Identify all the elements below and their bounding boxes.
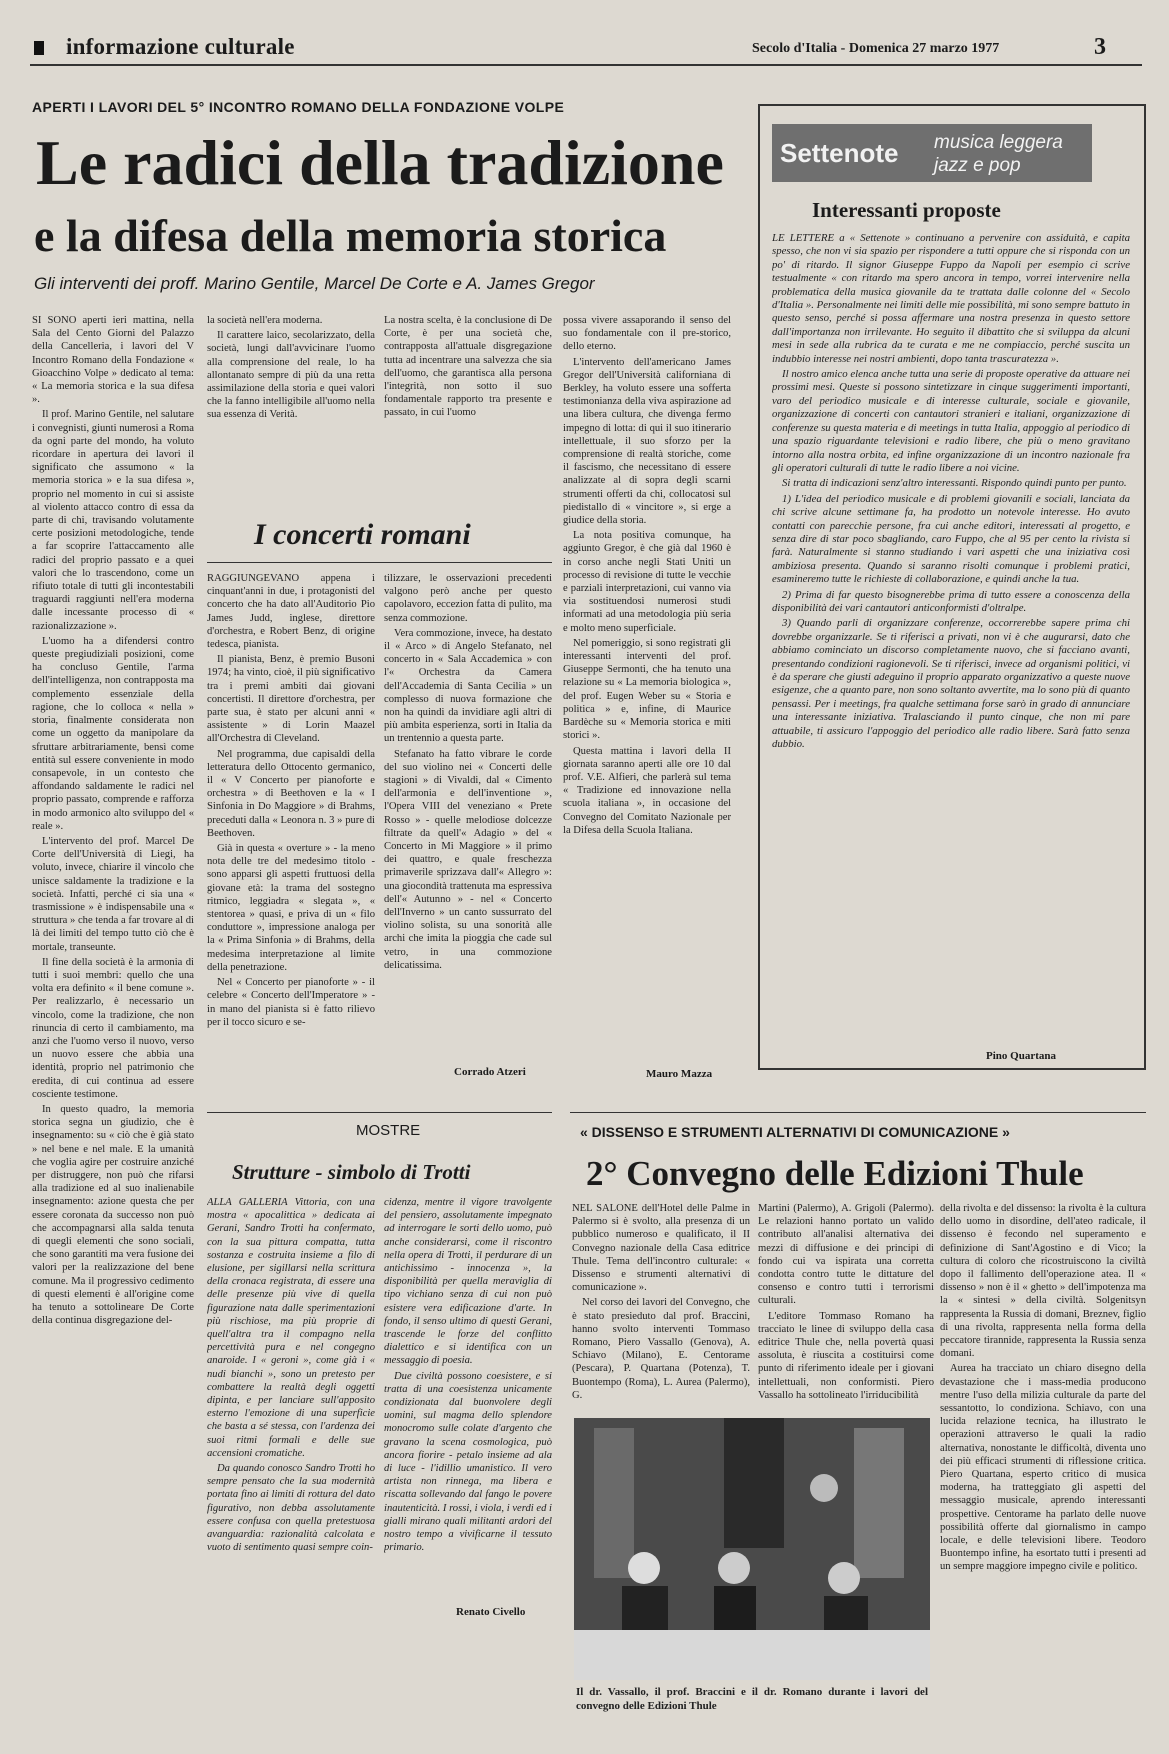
thule-title: 2° Convegno delle Edizioni Thule [586,1154,1084,1193]
paragraph: Nel pomeriggio, si sono registrati gli interessanti interventi del prof. Giuseppe Sermonti, che ha tenuto una relazione su « La memoria biologica », del prof. Eugen Weber su « Storia e politica » e, infine, di Maurice Bardèche su « Memoria storica e miti storici ». [563,637,731,742]
lead-column-3 [384,314,552,454]
paragraph: Aurea ha tracciato un chiaro disegno della devastazione che i mass-media producono mentre l'uso della milizia culturale da parte del sessantotto, lo condiziona. Schiavo, con una lucida relazione tecnica, ha illustrato le operazioni attraverso le quali la radio alternativa, nonostante le difficoltà, diventa uno dei più efficaci strumenti di riflessione critica. Piero Quartana, esperto critico di musica moderna, ha tratteggiato gli aspetti del messaggio musicale, aprendo interessanti prospettive. Centorame ha parlato delle nuove possibilità offerte dal giornalismo in campo locale, e delle televisioni libere. Teodoro Buontempo infine, ha esortato tutti i presenti ad un sempre maggiore impegno civile e politico. [940,1363,1146,1573]
sidebar-title: Interessanti proposte [812,198,1001,222]
paragraph: Stefanato ha fatto vibrare le corde del suo violino nei « Concerti delle stagioni » di Vivaldi, dal « Cimento dell'armonia e dell'inventione », l'Opera VIII del veneziano « Prete Rosso » - quelle melodiose dolcezze filtrate da quell'« Adagio » del « Concerto in Mi Maggiore » il primo dei quattro, e quale freschezza primaverile sprizzava dall'« Allegro »: una giocondità trattenuta ma espressiva dell'« Autunno » - nel « Concerto dell'Inverno » un canto sussurrato del violino solista, su una sonorità alle archi che imita la pioggia che cade sul vetro, in una commozione delicatissima. [384,748,552,971]
thule-top-rule [570,1112,1146,1113]
paragraph: La nostra scelta, è la conclusione di De Corte, è per una società che, contrapposta all'attuale disgregazione tutta ad incentrare una salvezza che sia dell'uomo, che garantisca alla persona l'integrità, non sotto il suo fondamentale rapporto tra presente e passato, in cui l'uomo [384,315,552,419]
header-rule [30,64,1142,66]
paragraph: Nel « Concerto per pianoforte » - il celebre « Concerto dell'Imperatore » - in mano del pianista si è fatto rilievo per il tocco sicuro e se- [207,977,375,1028]
dateline: Secolo d'Italia - Domenica 27 marzo 1977 [752,41,1000,56]
paragraph: ALLA GALLERIA Vittoria, con una mostra « apocalittica » dedicata ai Gerani, Sandro Trotti ha confermato, con la sua pittura compatta, tutta sostanza e costruita insieme a filo di elusione, per sigillarsi nella scrittura della cronaca registrata, di essere una delle presenze più vive di quella figurazione nata dalle sperimentazioni più rischiose, ma più proprie di quell'altra tra il compagno nella percettività pura e nel congegno anaroide. I « geroni », come già i « nudi bianchi », sono un pretesto per combattere la realtà degli oggetti dipinta, e per lanciare sull'apposito esterno l'emozione di una superficie che basta a sé stessa, con l'ardenza dei suoi ritmi formali e delle sue accensioni cromatiche. [207,1197,375,1459]
paragraph: Nel programma, due capisaldi della letteratura dello Ottocento germanico, il « V Concerto per pianoforte e orchestra » di Beethoven e la « I Sinfonia in Do Maggiore » di Brahms, preceduti dalla « Leonora n. 3 » pure di Beethoven. [207,748,375,839]
paragraph: la società nell'era moderna. [207,315,323,326]
paragraph: In questo quadro, la memoria storica segna un giudizio, che è insegnamento: su « ciò che è già stato » nel bene e nel male. E la umanità che voglia agire per costruire anziché per distruggere, non può che rifarsi alla tradizione ed al suo inalienabile insegnamento: azione questa che per essere coronata da successo non può che accompagnarsi alla salda tenuta di quegli elementi che sono sociali, che sono garantiti ma vera fusione dei valori per la realizzazione del bene comune. Ma il progressivo cedimento di questi elementi è all'origine come ha tenuto a sottolineare De Corte della continua disgregazione del- [32,1103,194,1327]
settenote-tag-1: musica leggera [934,132,1063,153]
paragraph: cidenza, mentre il vigore travolgente del pensiero, assolutamente impegnato ad interrogare le sorti dello uomo, può anche considerarsi, come il riscontro nella opera di Trotti, il perdurare di un antichissimo - innocenza », la disponibilità per quella meraviglia di tipo vichiano senza di cui non può esistere vera edificazione d'arte. In fondo, il senso ultimo di questi Gerani, trascende le forze del conflitto dialettico e si identifica con un messaggio di poesia. [384,1197,552,1367]
paragraph: La nota positiva comunque, ha aggiunto Gregor, è che già dal 1960 è in corso anche negli Stati Uniti un processo di revisione di tutte le vecchie e parziali interpretazioni, cui vanno via via sostituendosi numerosi studi informati ad una metodologia più seria e molto meno superficiale. [563,530,731,634]
thule-column-3 [940,1202,1146,1698]
concerti-byline: Corrado Atzeri [454,1066,526,1078]
paragraph: L'intervento del prof. Marcel De Corte dell'Università di Liegi, ha voluto, invece, chiarire il vincolo che unisce saldamente la tradizione e la società. Infatti, perché ci sia una « trasmissione » è indispensabile una « struttura » che tenda a far trovare al di là dei limiti del tempo tutto ciò che è mortale, transeunte. [32,835,194,953]
lead-headline-1: Le radici della tradizione [36,127,724,198]
paragraph: possa vivere assaporando il senso del suo fondamentale con il pre-storico, dello eterno. [563,315,731,353]
lead-column-2 [207,314,375,454]
paragraph: Questa mattina i lavori della II giornata saranno aperti alle ore 10 dal prof. V.E. Alfieri, che parlerà sul tema « Tradizione ed innovazione nella scuola italiana », in occasione del Convegno del Comitato Nazionale per la Difesa della Scuola Italiana. [563,745,731,836]
lead-kicker: APERTI I LAVORI DEL 5° INCONTRO ROMANO DELLA FONDAZIONE VOLPE [32,99,565,115]
settenote-logo: Settenote [780,138,899,168]
paragraph: L'editore Tommaso Romano ha tracciato le linee di sviluppo della casa editrice Thule che, nella povertà quasi assoluta, è riuscita a costituirsi come punto di riferimento ideale per i giovani intellettuali, non conformisti. Piero Vassallo ha sottolineato l'irriducibilità [758,1310,934,1401]
sidebar-byline: Pino Quartana [986,1050,1056,1062]
mostre-kicker: MOSTRE [356,1122,421,1139]
paragraph: Vera commozione, invece, ha destato il « Arco » di Angelo Stefanato, nel concerto in « Sala Accademica » con l'« Orchestra da Camera dell'Accademia di Santa Cecilia » un complesso di nuova formazione che non ha quindi da invidiare agli altri di più ambita esperienza, sorti in Italia da un trentennio a questa parte. [384,627,552,745]
paragraph: Il nostro amico elenca anche tutta una serie di proposte operative da attuare nei prossimi mesi. Queste si possono sintetizzare in cinque suggerimenti importanti, varo del periodico musicale e di interesse culturale, sociale e giovanile, organizzazione di concerti con cantautori stranieri e italiani, organizzazione di conferenze su questa materia e di meetings in tutta Italia, appoggio al periodico di una spazio riguardante televisioni e radio libere, che più o meno gravitano intorno alla nostra orbita, ed infine organizzazione di un incontro nazionale fra gli operatori culturali di tutte le radio libere a noi vicine. [772,368,1130,474]
section-marker [34,41,44,55]
settenote-tag-2: jazz e pop [934,155,1021,176]
paragraph: Da quando conosco Sandro Trotti ho sempre pensato che la sua modernità portata fino ai limiti di rottura del dato figurativo, non debba assolutamente essere confusa con quella pretestuosa avanguardia: razionalità calcolata e vuoto di sentimento quasi sempre coin- [207,1463,375,1554]
lead-byline: Mauro Mazza [646,1068,713,1080]
paragraph: tilizzare, le osservazioni precedenti valgono però anche per questo capolavoro, eccezion fatta di pulito, ma senza commozione. [384,573,552,624]
thule-kicker: « DISSENSO E STRUMENTI ALTERNATIVI DI COMUNICAZIONE » [580,1124,1010,1140]
paragraph: 3) Quando parli di organizzare conferenze, occorrerebbe sapere prima chi dovrebbe organizzarle. Se ti riferisci a privati, non vi è che augurarsi, dato che abbiamo cominciato un discorso completamente nuovo, che si facciano avanti, presentando condizioni ragionevoli. Se ti riferisci, invece ad organismi politici, vi è da sperare che giusti adeguino il proprio apparato organizzativo a queste nuove esigenze, che a quanto pare, non sono soltanto avvertite, ma lo sono più di quanto pensassi. Per i meetings, fra qualche settimana forse sarò in grado di annunciare una interessante iniziativa. Tralasciando il punto cinque, che non mi pare attuabile, ti assicuro l'appoggio del periodico alle radio libere. Sarà fatto senza dubbio. [772,617,1130,751]
lead-headline-2: e la difesa della memoria storica [34,210,667,261]
section-title: informazione culturale [66,34,295,59]
paragraph: Nel corso dei lavori del Convegno, che è stato presieduto dal prof. Braccini, hanno svolto interventi Tommaso Romano, Piero Vassallo (Genova), A. Schiavo (Milano), E. Centorame (Pescara), P. Quartana (Potenza), T. Buontempo (Roma), L. Aurea (Palermo), G. [572,1297,750,1401]
lead-deck: Gli interventi dei proff. Marino Gentile, Marcel De Corte e A. James Gregor [34,274,595,293]
lead-column-4 [563,314,731,1068]
mostre-byline: Renato Civello [456,1606,526,1618]
paragraph: L'intervento dell'americano James Gregor dell'Università californiana di Berkley, ha voluto essere una sofferta testimonianza della viva aspirazione ad una libera cultura, che divenga fermo impegno di lotta: di qui il suo itinerario intellettuale, il suo sforzo per la comprensione di realtà storiche, come il fascismo, che necessitano di essere analizzate al di sopra degli scarni strumenti offerti da chi, collocatosi sul piedistallo di « vincitore », si erge a giudice della storia. [563,356,731,527]
paragraph: Due civiltà possono coesistere, e si tratta di una coesistenza unicamente condizionata dal buonvolere degli uomini, sul magma dello splendore monocromo sulle colate d'argento che gravano la scena cosmologica, può ancora fiorire - petalo insieme ad ala di luce - l'idillio umanistico. Il vero artista non rinnega, ma libera e riscatta sollevando dal fango le povere inautenticità. I rossi, i viola, i verdi ed i gialli mirano quali militanti ardori del nostro tempo a vivificarne il tessuto primario. [384,1370,552,1554]
paragraph: 2) Prima di far questo bisognerebbe prima di tutto essere a conoscenza della disponibilità dei vari cantautori anticonformisti d'oltralpe. [772,588,1130,614]
concerti-column-2 [384,572,552,1058]
mostre-top-rule [207,1112,552,1113]
concerti-column-1 [207,572,375,1058]
mostre-column-1 [207,1196,375,1690]
paragraph: 1) L'idea del periodico musicale e di problemi giovanili e sociali, lanciata da chi scrive alcune settimane fa, ha prodotto un notevole interesse. Ho avuto contatti con parecchie persone, fra cui anche editori, interessati al progetto, e senza dire di star poco sbagliando, caro Fuppo, che al 95 per cento la rivista si farà. Naturalmente si stanno studiando i vari aspetti che una iniziativa così ambiziosa presenta. Quando si saranno risolti comunque i problemi pratici, esamineremo tutte le richieste di collaborazione, e quindi anche la tua. [772,492,1130,586]
paragraph: NEL SALONE dell'Hotel delle Palme in Palermo si è svolto, alla presenza di un pubblico numeroso e qualificato, il II Convegno nazionale della Casa editrice Thule. Tema dell'incontro culturale: « Dissenso e strumenti alternativi di comunicazione ». [572,1203,750,1294]
paragraph: LE LETTERE a « Settenote » continuano a pervenire con assiduità, e capita spesso, che non vi sia spazio per rispondere a tutti oppure che si risponda con un po' di ritardo. Il signor Giuseppe Fuppo da Napoli per esempio ci scrive testualmente « con ritardo ma spero ancora in tempo, vorrei intervenire nella problematica della musica giovanile da te trattata dalle colonne del « Secolo d'Italia ». Personalmente nei limiti delle mie possibilità, mi sono sempre battuto in questo senso, perché si possa affermare una nostra presenza in questo settore dall'importanza non irrilevante. Ho seguito il dibattito che si sviluppa da alcuni mesi in sede alla rubrica da te curata e me ne compiaccio, perché suscita un indubbio interesse nei nostri ambienti, dopo tanta trascuratezza ». [772,232,1130,365]
paragraph: Martini (Palermo), A. Grigoli (Palermo). Le relazioni hanno portato un valido contributo all'analisi alternativa dei mezzi di diffusione e dei principi di fondo cui va ispirata una corretta condotta contro tutte le dittature del consenso e contro tutti i terrorismi culturali. [758,1203,934,1307]
photo-caption: Il dr. Vassallo, il prof. Braccini e il dr. Romano durante i lavori del convegno delle Edizioni Thule [576,1686,928,1712]
paragraph: Il fine della società è la armonia di tutti i suoi membri: quello che una volta era definito « il bene comune ». Per realizzarlo, è necessario un vincolo, come la tradizione, che non rinuncia di certo il cambiamento, ma anzi che l'uomo verso il nuovo, verso un nuovo essere che abbia una identità, proprio nel patrimonio che eredita, di cui continua ad essere cosciente testimone. [32,956,194,1100]
sidebar-text [772,232,1130,1050]
thule-column-1 [572,1202,750,1412]
paragraph: RAGGIUNGEVANO appena i cinquant'anni in due, i protagonisti del concerto che ha dato all'Auditorio Pio James Judd, inglese, direttore d'orchestra, e Robert Benz, di origine tedesca, pianista. [207,573,375,651]
lead-column-1 [32,314,194,1604]
concerti-title: I concerti romani [254,518,471,551]
thule-column-2 [758,1202,934,1412]
concerti-rule [207,562,552,563]
paragraph: Il prof. Marino Gentile, nel salutare i convegnisti, giunti numerosi a Roma da ogni parte del mondo, ha voluto ricordare in apertura dei lavori il significato che assumono « la memoria storica » e la sua difesa », proprio nel momento in cui si assiste al violento attacco contro di essa da parte di chi, travisando volutamente certe posizioni metodologiche, tende a far scoprire l'attaccamento alle radici del proprio passato e a quei valori che lo trascendono, come un rifiuto totale di tutti gli incontestabili traguardi raggiunti nell'era moderna dalle incessante processo di « razionalizzazione ». [32,409,194,632]
paragraph: Il carattere laico, secolarizzato, della società, lungi dall'avvicinare l'uomo alla comprensione del reale, lo ha allontanato sempre di più da una retta assimilazione della storia e quei valori che la fanno intelligibile all'uomo nella sua essenza di Verità. [207,330,375,421]
paragraph: della rivolta e del dissenso: la rivolta è la cultura dello uomo in disordine, dell'ateo radicale, il dissenso è fecondo nel superamento e definizione di Sant'Agostino e di Vico; la cultura di coloro che ricostruiscono la civiltà dopo il fallimento dell'operazione atea. Il « dissenso » non è il « ghetto » dell'impotenza ma la « sintesi » della civiltà. Solgenitsyn rappresenta la Russia di domani, Breznev, figlio di una rivolta, rappresenta nella forma della peccatore tirannide, rappresenta la Russia senza domani. [940,1203,1146,1360]
mostre-title: Strutture - simbolo di Trotti [232,1160,471,1184]
photo-illustration [574,1418,930,1680]
paragraph: Il pianista, Benz, è premio Busoni 1974; ha vinto, cioè, il più significativo tra i premi ambiti dai giovani concertisti. Il direttore d'orchestra, per parte sua, è stato per alcuni anni « assistente » di Lorin Maazel all'Orchestra di Cleveland. [207,654,375,745]
page-number: 3 [1094,34,1106,60]
paragraph: L'uomo ha a difendersi contro queste pregiudiziali posizioni, come ha concluso Gentile, l'arma dell'intelligenza, non contrapposta ma complemento essenziale della ragione, che lo colloca « nella » storia, finalmente considerata non come un oggetto da manipolare da sfruttare arbitrariamente, bensì come entità sul essere conveniente in modo consapevole, in un contesto che affondando saldamente le radici nel proprio passato, comprende e rafforza in modo armonico alto sviluppo del « reale ». [32,635,194,832]
paragraph: SI SONO aperti ieri mattina, nella Sala del Cento Giorni del Palazzo della Cancelleria, i lavori del V Incontro Romano della Fondazione « Gioacchino Volpe » dedicato al tema: « La memoria storica e la sua difesa ». [32,315,194,406]
convegno-photo [574,1418,930,1680]
paragraph: Già in questa « overture » - la meno nota delle tre del medesimo titolo - sono apparsi gli aspetti fruttuosi della giovane età: la trama del sostegno ritmico, leggiadra « slegata », « stentorea » quasi, e priva di un « filo conduttore », impressione analoga per la « Prima Sinfonia » di Brahms, della medesima interpretazione al limite della penetrazione. [207,843,375,973]
paragraph: Si tratta di indicazioni senz'altro interessanti. Rispondo quindi punto per punto. [782,477,1127,490]
